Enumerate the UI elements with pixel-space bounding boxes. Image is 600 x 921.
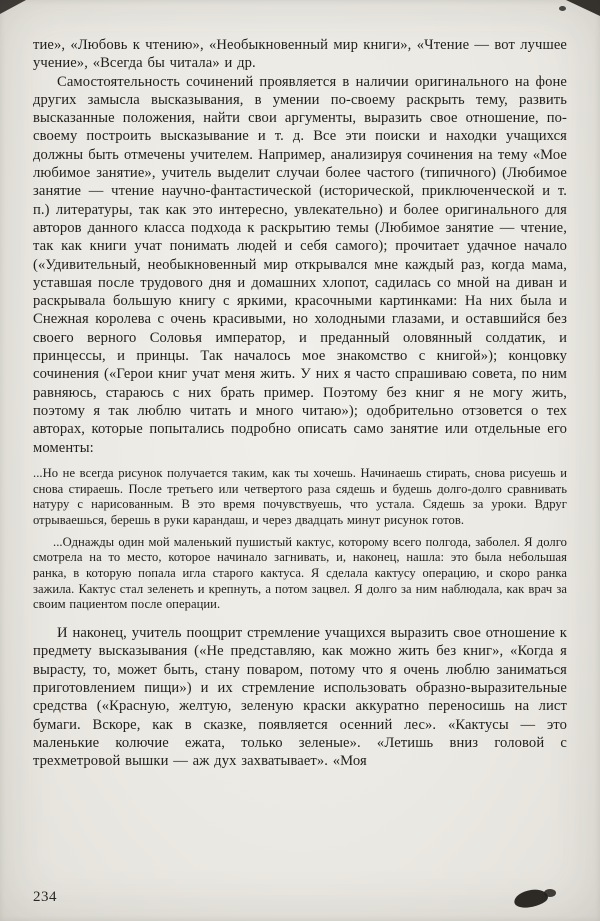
scan-artifact-speck <box>559 6 566 11</box>
student-excerpt-cactus: ...Однажды один мой маленький пушистый кактус, которому всего полгода, заболел. Я долго смотрела на то место, которое начинало загнивать, и, наконец, нашла: это была небольшая ранка, в которую попала игла старого кактуса. Я сделала кактусу операцию, и скоро ранка зажила. Кактус стал зеленеть и крепнуть, а потом зацвел. Я долго за ним наблюдала, как врач за своим пациентом после операции. <box>33 534 567 612</box>
paragraph-continuation: тие», «Любовь к чтению», «Необыкновенный мир книги», «Чтение — вот лучшее учение», «Всегда бы читала» и др. <box>33 37 567 72</box>
page-text <box>33 36 567 771</box>
scan-artifact-ink-blot-small <box>544 889 556 897</box>
scan-artifact-corner-top-right <box>566 0 600 16</box>
page-number: 234 <box>33 889 57 905</box>
scan-artifact-corner-top-left <box>0 0 26 14</box>
paragraph-main: Самостоятельность сочинений проявляется в наличии оригинального на фоне других замысла высказывания, в умении по-своему раскрыть тему, развить высказанные положения, найти свои аргументы, выразить свое отношение, по-своему построить высказывание и т. д. Все эти поиски и находки учащихся должны быть отмечены учителем. Например, анализируя сочинения на тему «Мое любимое занятие», учитель выделит случаи более частого (типичного) (Любимое занятие — чтение научно-фантастической (исторической, приключенческой и т. п.) литературы, так как это интересно, увлекательно) и более оригинального для авторов данного класса подхода к раскрытию темы (Любимое занятие — чтение, так как книги учат понимать людей и себя самого); прочитает удачное начало («Удивительный, необыкновенный мир открывался мне каждый раз, когда мама, уставшая после трудового дня и домашних хлопот, садилась со мной на диван и раскрывала большую книгу с яркими, красочными картинками: На них была и Снежная королева с очень красивыми, но холодными глазами, и оставшийся без своего верного Соловья император, и преданный оловянный солдатик, и принцессы, и принцы. Так началось мое знакомство с книгой»); концовку сочинения («Герои книг учат меня жить. У них я часто спрашиваю совета, по ним равняюсь, стараюсь с них брать пример. Поэтому без книг я не могу жить, поэтому я так люблю читать и много читаю»); одобрительно отзовется о тех авторах, которые попытались подробно описать само занятие или отдельные его моменты: <box>33 73 567 456</box>
student-excerpt-drawing: ...Но не всегда рисунок получается таким, как ты хочешь. Начинаешь стирать, снова рисуешь и снова стираешь. После третьего или четвертого раза сядешь и будешь долго-долго сравнивать натуру с нарисованным. В это время почувствуешь, что устала. Сядешь за уроки. Вдруг отрываешься, берешь в руки карандаш, и через двадцать минут рисунок готов. <box>33 465 567 527</box>
paragraph-final: И наконец, учитель поощрит стремление учащихся выразить свое отношение к предмету высказывания («Не представляю, как можно жить без книг», «Когда я вырасту, то, может быть, стану поваром, потому что я очень люблю заниматься приготовлением пищи») и их стремление использовать образно-выразительные средства («Красную, желтую, зеленую краски аккуратно переносишь на лист бумаги. Вскоре, как в сказке, появляется осенний лес». «Кактусы — это маленькие колючие ежата, только зеленые». «Летишь вниз головой с трехметровой вышки — аж дух захватывает». «Моя <box>33 625 567 770</box>
